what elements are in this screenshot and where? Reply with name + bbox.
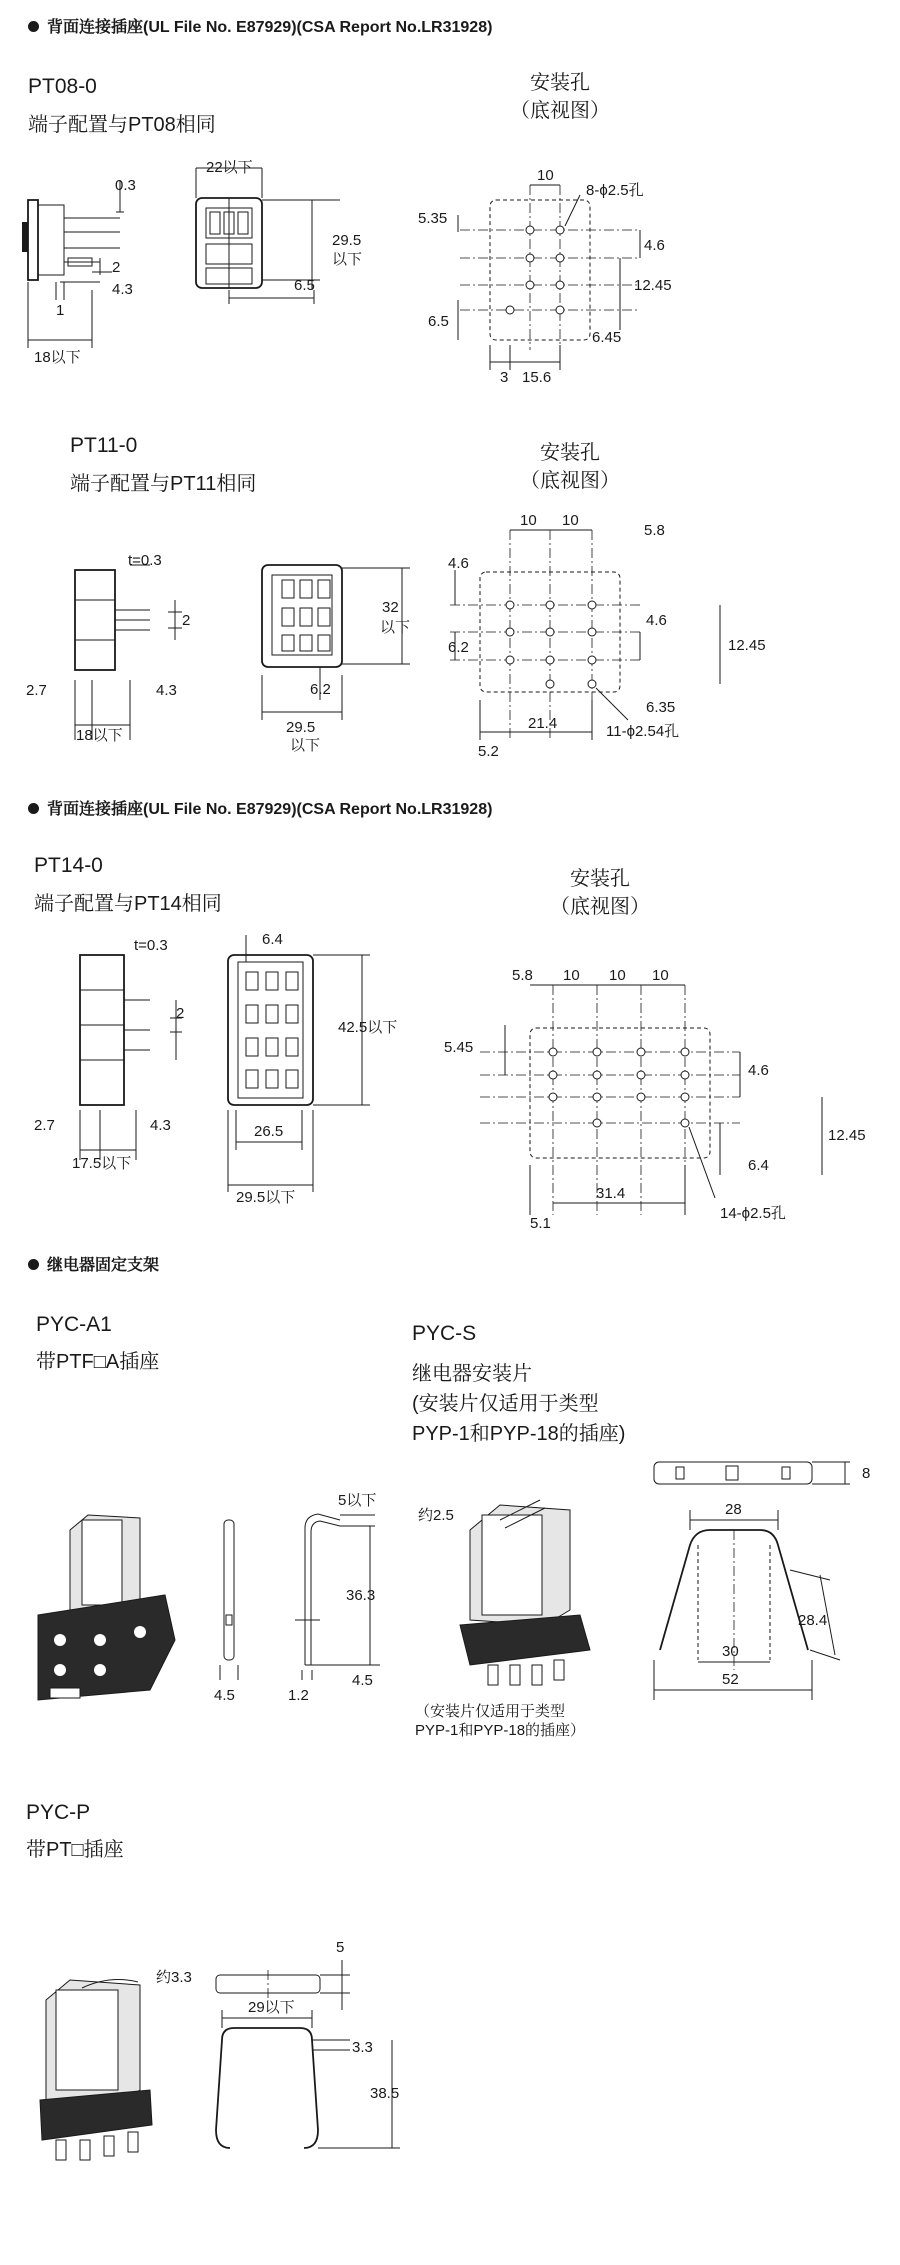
pt08-note: 端子配置与PT08相同 (28, 114, 216, 136)
pycp-relay-illustration (40, 1980, 152, 2160)
pt08-mount-dim-535: 5.35 (418, 210, 448, 227)
pt08-dim-65: 6.5 (294, 277, 315, 294)
pt08-mount-dim-65: 6.5 (428, 313, 449, 330)
pycs-plate-front (654, 1510, 840, 1700)
pt08-mount-dim-3: 3 (500, 369, 509, 386)
pycp-plate-front (216, 2010, 400, 2148)
pt11-mount-dim-214: 21.4 (528, 715, 558, 732)
pycp-dim-5: 5 (336, 1939, 345, 1956)
pt08-side-view (22, 180, 124, 348)
pt08-dim-295b: 以下 (332, 251, 363, 268)
pt14-dim-43: 4.3 (150, 1117, 171, 1134)
pt08-mount-dim-1245: 12.45 (634, 277, 672, 294)
pyca1-relay-socket-illustration (38, 1515, 175, 1700)
pycp-dim-33b: 3.3 (352, 2039, 373, 2056)
pt14-mount-dim-10b: 10 (609, 967, 626, 984)
pt08-mount-dim-46: 4.6 (644, 237, 665, 254)
pt14-mount-title: 安装孔 (570, 868, 630, 890)
pt11-mount-subtitle: （底视图） (520, 470, 620, 492)
pt14-note: 端子配置与PT14相同 (34, 893, 222, 915)
pycs-line1: 继电器安装片 (412, 1363, 532, 1385)
pycp-dim-33: 约3.3 (156, 1969, 192, 1986)
pt08-mount-holes: 8-ϕ2.5孔 (586, 182, 644, 199)
pt08-dim-22: 22以下 (206, 159, 253, 176)
pt14-dim-2: 2 (176, 1005, 185, 1022)
pyca1-bracket-front (220, 1520, 238, 1680)
pt11-mount-dim-10b: 10 (562, 512, 579, 529)
pyca1-dim-363: 36.3 (346, 1587, 376, 1604)
pt11-dim-295: 29.5 (286, 719, 316, 736)
pt11-dim-27: 2.7 (26, 682, 47, 699)
pt11-mount-dim-46: 4.6 (448, 555, 469, 572)
pt11-dim-32b: 以下 (380, 619, 411, 636)
pt11-mount-title: 安装孔 (540, 442, 600, 464)
pt11-front-view (262, 565, 410, 720)
pt14-mount-dim-1245: 12.45 (828, 1127, 866, 1144)
pycs-dim-284: 28.4 (798, 1612, 828, 1629)
pt14-dim-175: 17.5以下 (72, 1155, 132, 1172)
pyca1-note: 带PTF□A插座 (36, 1351, 160, 1373)
pycs-dim-28: 28 (725, 1501, 742, 1518)
pycs-dim-25: 约2.5 (418, 1507, 454, 1524)
pycs-dim-8: 8 (862, 1465, 871, 1482)
pt14-mount-dim-545: 5.45 (444, 1039, 474, 1056)
pt14-mount-subtitle: （底视图） (550, 896, 650, 918)
pyca1-dim-5: 5以下 (338, 1492, 377, 1509)
pt11-dim-62: 6.2 (310, 681, 331, 698)
pycs-plate-top (654, 1462, 850, 1484)
pt14-mount-dim-10c: 10 (652, 967, 669, 984)
pt08-mount-title: 安装孔 (530, 72, 590, 94)
pt14-dim-265: 26.5 (254, 1123, 284, 1140)
pt14-dim-425: 42.5以下 (338, 1019, 398, 1036)
pt11-mount-dim-635: 6.35 (646, 699, 676, 716)
pt11-dim-t03: t=0.3 (128, 552, 162, 569)
pt08-dim-03: 0.3 (115, 177, 136, 194)
pt11-side-view (75, 565, 182, 740)
pt11-mount-hole-grid (450, 530, 720, 740)
pt11-mount-dim-46b: 4.6 (646, 612, 667, 629)
pt14-dim-27: 2.7 (34, 1117, 55, 1134)
pt11-mount-dim-1245: 12.45 (728, 637, 766, 654)
pt08-dim-18: 18以下 (34, 349, 81, 366)
pt14-mount-dim-64: 6.4 (748, 1157, 769, 1174)
pycp-dim-385: 38.5 (370, 2085, 400, 2102)
pycs-caption1: （安装片仅适用于类型 (415, 1703, 566, 1720)
pycs-model-title: PYC-S (412, 1322, 477, 1345)
pt11-mount-dim-58: 5.8 (644, 522, 665, 539)
pycs-line3: PYP-1和PYP-18的插座) (412, 1423, 626, 1445)
pt08-dim-43: 4.3 (112, 281, 133, 298)
pt14-dim-295: 29.5以下 (236, 1189, 296, 1206)
pt14-mount-dim-10a: 10 (563, 967, 580, 984)
pt08-mount-dim-645: 6.45 (592, 329, 622, 346)
pt11-mount-dim-10a: 10 (520, 512, 537, 529)
section-heading-3: 继电器固定支架 (28, 1252, 159, 1275)
pt11-dim-2: 2 (182, 612, 191, 629)
pycp-model-title: PYC-P (26, 1801, 91, 1824)
pt14-dim-64: 6.4 (262, 931, 283, 948)
section-heading-1: 背面连接插座(UL File No. E87929)(CSA Report No.LR31928) (28, 14, 492, 37)
pt14-model-title: PT14-0 (34, 854, 103, 877)
pycp-note: 带PT□插座 (26, 1839, 124, 1861)
pt14-mount-dim-46: 4.6 (748, 1062, 769, 1079)
pt08-dim-2: 2 (112, 259, 121, 276)
pt08-model-title: PT08-0 (28, 75, 97, 98)
pt08-dim-295: 29.5 (332, 232, 362, 249)
pyca1-dim-45a: 4.5 (214, 1687, 235, 1704)
pt14-front-view (228, 935, 370, 1192)
pt14-mount-holes: 14-ϕ2.5孔 (720, 1205, 786, 1222)
pt14-mount-hole-grid (480, 985, 822, 1215)
pt14-dim-t03: t=0.3 (134, 937, 168, 954)
pycs-caption2: PYP-1和PYP-18的插座） (415, 1722, 586, 1739)
pycs-relay-illustration (460, 1500, 590, 1685)
pyca1-dim-45b: 4.5 (352, 1672, 373, 1689)
pt11-model-title: PT11-0 (70, 434, 138, 457)
pt14-mount-dim-58: 5.8 (512, 967, 533, 984)
pycs-line2: (安装片仅适用于类型 (412, 1393, 599, 1415)
pt11-dim-295b: 以下 (290, 737, 321, 754)
pyca1-dim-12: 1.2 (288, 1687, 309, 1704)
pycs-dim-30: 30 (722, 1643, 739, 1660)
pt08-mount-dim-156: 15.6 (522, 369, 552, 386)
pt11-note: 端子配置与PT11相同 (70, 473, 257, 495)
pt08-front-view (196, 168, 340, 304)
pt08-mount-subtitle: （底视图） (510, 100, 610, 122)
pt11-mount-holes: 11-ϕ2.54孔 (606, 723, 680, 740)
pycs-dim-52: 52 (722, 1671, 739, 1688)
pycp-dim-29: 29以下 (248, 1999, 295, 2016)
pt08-mount-dim-10: 10 (537, 167, 554, 184)
pt11-mount-dim-52: 5.2 (478, 743, 499, 760)
section-heading-2: 背面连接插座(UL File No. E87929)(CSA Report No.LR31928) (28, 796, 492, 819)
pt11-dim-43: 4.3 (156, 682, 177, 699)
pt11-dim-32: 32 (382, 599, 399, 616)
pt08-dim-1: 1 (56, 302, 65, 319)
pt14-mount-dim-51: 5.1 (530, 1215, 551, 1232)
pt11-mount-dim-62: 6.2 (448, 639, 469, 656)
pyca1-model-title: PYC-A1 (36, 1313, 112, 1336)
pt11-dim-18: 18以下 (76, 727, 123, 744)
pt14-mount-dim-314: 31.4 (596, 1185, 626, 1202)
